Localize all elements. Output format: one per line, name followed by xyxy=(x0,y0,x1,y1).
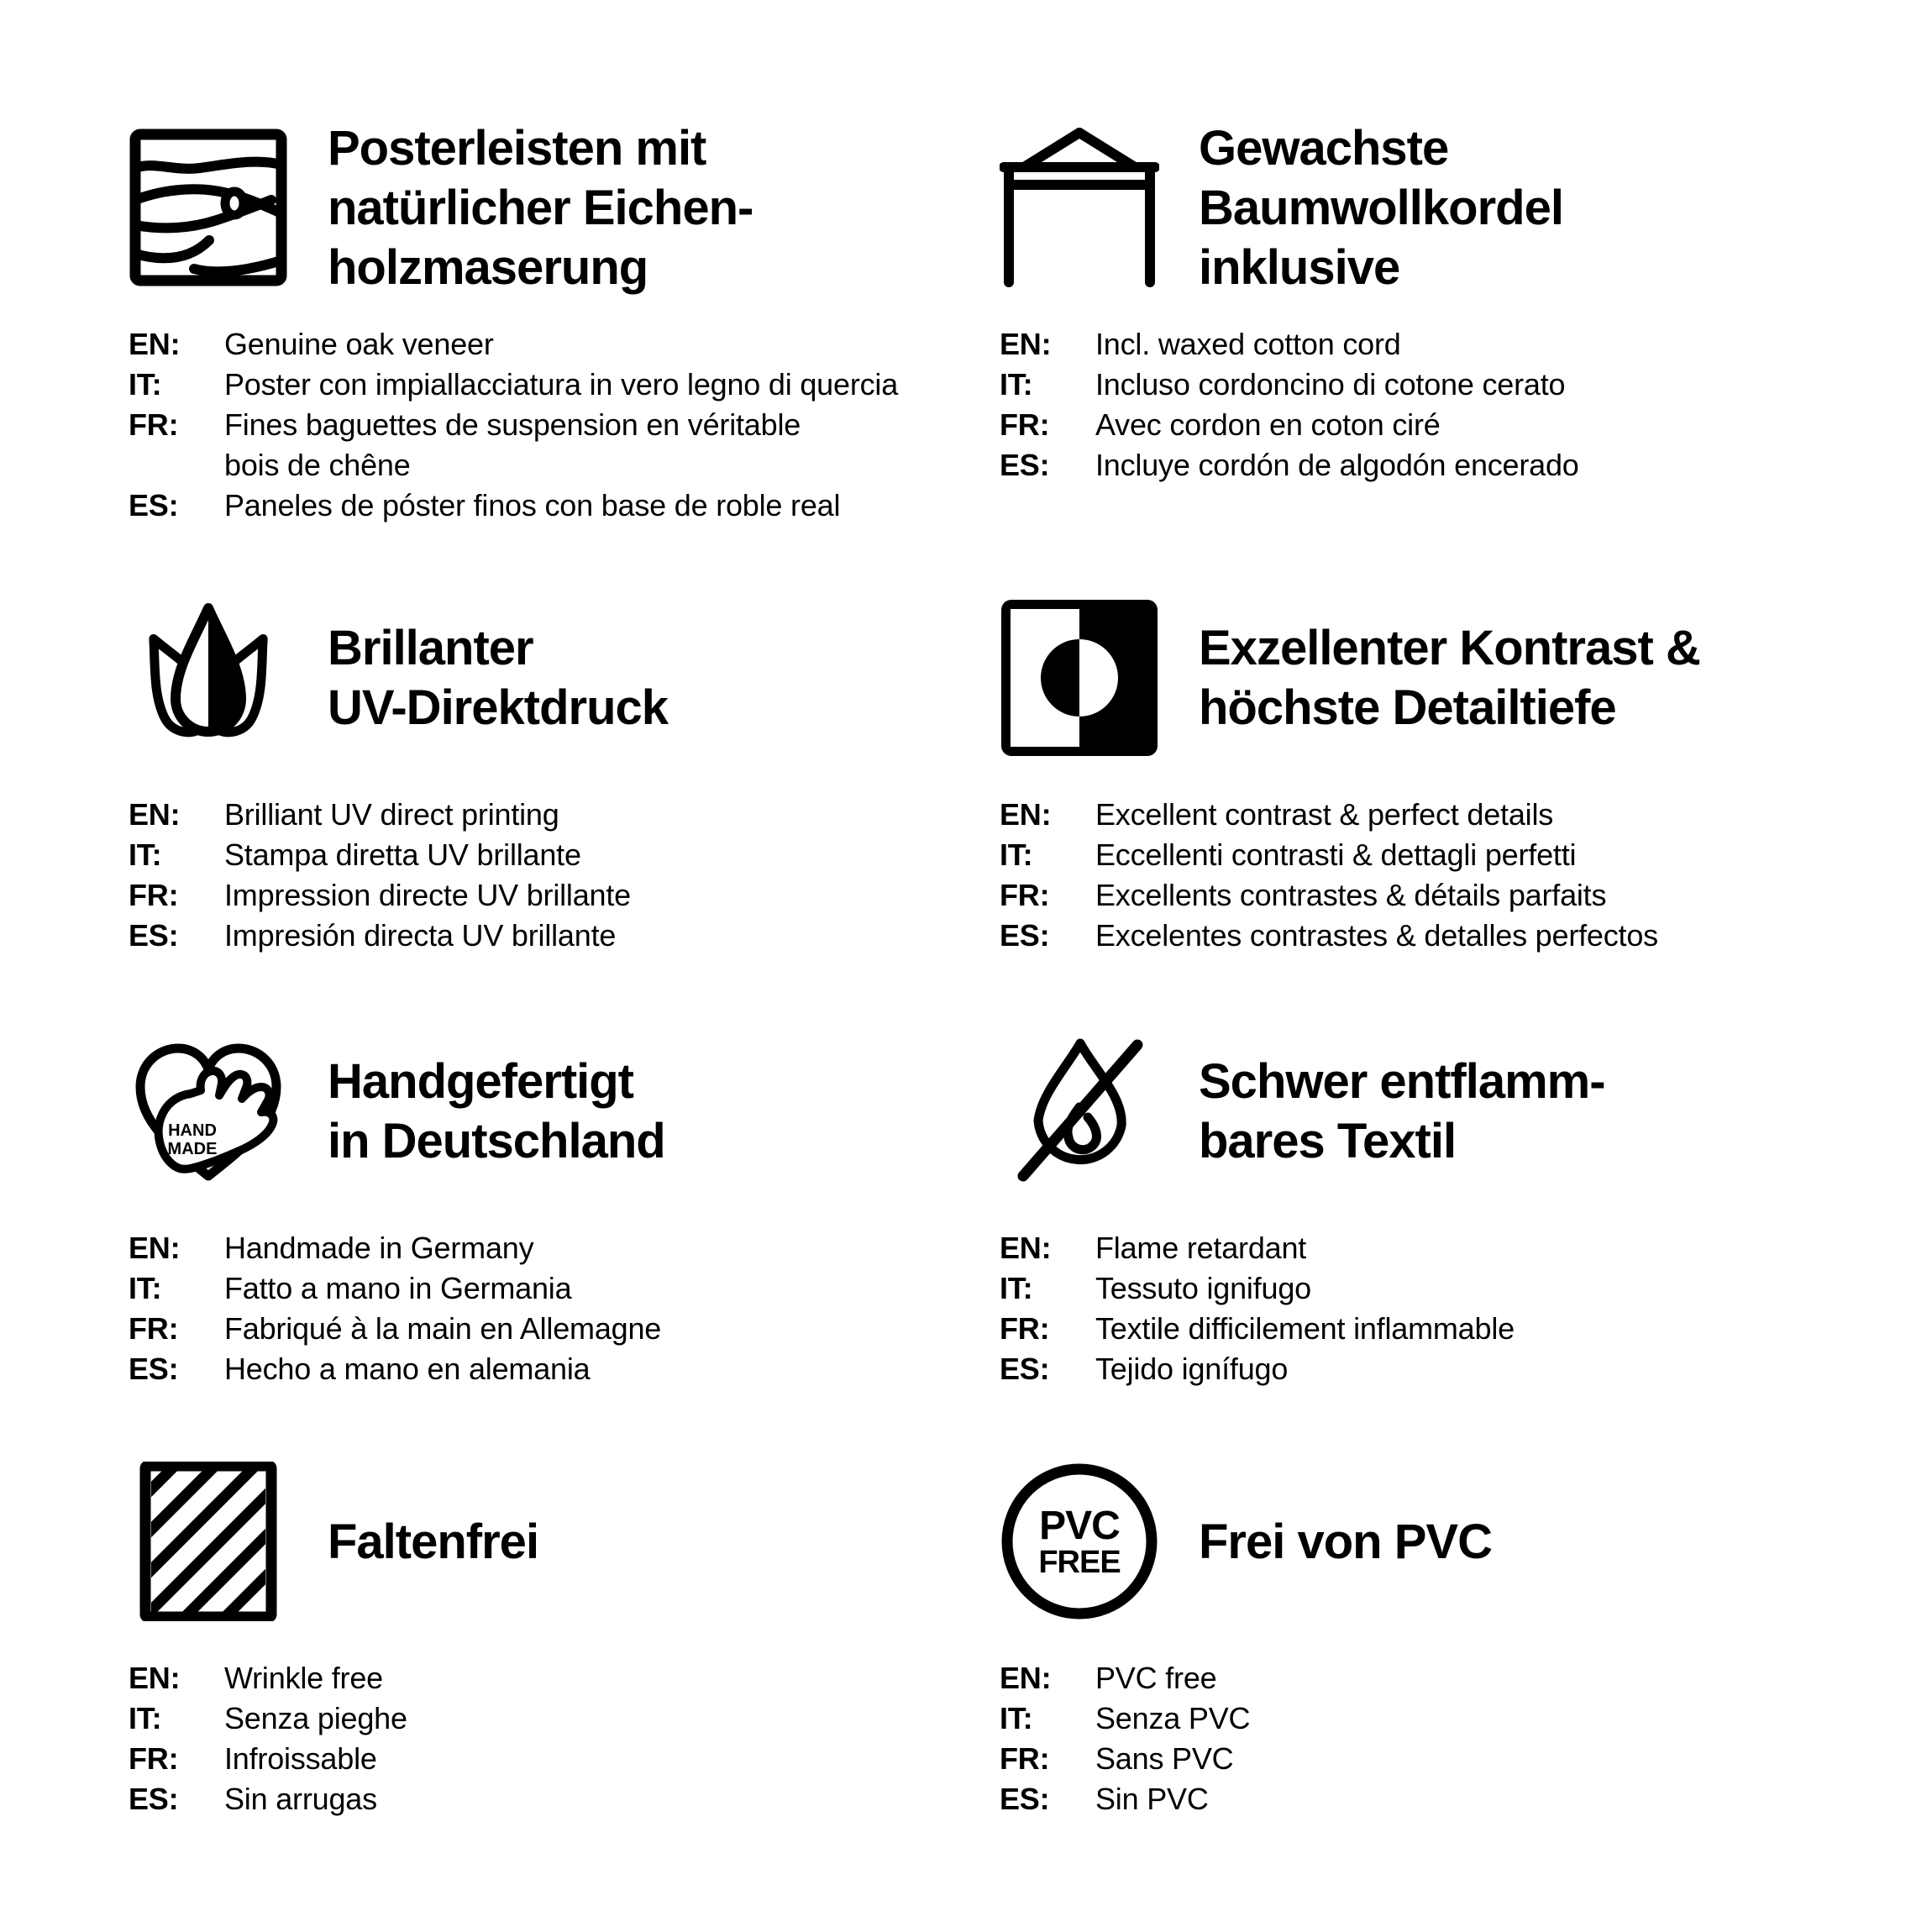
title-line: Faltenfrei xyxy=(328,1514,539,1569)
translation-text: Fatto a mano in Germania xyxy=(224,1271,572,1305)
title-line: UV-Direktdruck xyxy=(328,680,669,735)
feature-flame-retardant xyxy=(1000,1032,1848,1389)
feature-head xyxy=(129,598,977,758)
translation-label: IT: xyxy=(1000,1701,1033,1735)
translation-list xyxy=(129,795,977,956)
translation-label: ES: xyxy=(1000,1782,1050,1816)
feature-title xyxy=(328,118,753,297)
translation-label: FR: xyxy=(1000,1311,1050,1346)
feature-head xyxy=(129,1032,977,1191)
translation-text: Excellent contrast & perfect details xyxy=(1095,797,1554,832)
feature-title xyxy=(1199,1512,1492,1572)
translation-text: Excelentes contrastes & detalles perfectos xyxy=(1095,918,1658,953)
translation-text: Fabriqué à la main en Allemagne xyxy=(224,1311,662,1346)
translation-row xyxy=(129,916,977,956)
feature-uv-printing xyxy=(129,598,977,956)
translation-list xyxy=(1000,795,1848,956)
translation-list xyxy=(129,1658,977,1819)
translation-row xyxy=(129,365,977,405)
feature-head xyxy=(1000,120,1848,295)
title-line: Handgefertigt xyxy=(328,1054,633,1109)
translation-label: IT: xyxy=(1000,1271,1033,1305)
translation-text: Wrinkle free xyxy=(224,1661,383,1695)
translation-text: Stampa diretta UV brillante xyxy=(224,837,581,872)
translation-text: Hecho a mano en alemania xyxy=(224,1352,591,1386)
translation-text: Sin PVC xyxy=(1095,1782,1209,1816)
translation-row xyxy=(1000,445,1848,486)
translation-label: EN: xyxy=(129,797,181,832)
translation-text: Tejido ignífugo xyxy=(1095,1352,1289,1386)
translation-label: ES: xyxy=(1000,918,1050,953)
translation-label: IT: xyxy=(129,367,162,402)
translation-text: Sin arrugas xyxy=(224,1782,377,1816)
translation-list xyxy=(1000,1658,1848,1819)
translation-text: Eccellenti contrasti & dettagli perfetti xyxy=(1095,837,1577,872)
pvc-free-icon xyxy=(1000,1462,1159,1621)
translation-label: EN: xyxy=(1000,797,1052,832)
translation-label: ES: xyxy=(129,1782,179,1816)
translation-label: EN: xyxy=(1000,1231,1052,1265)
translation-row xyxy=(129,1309,977,1349)
translation-row xyxy=(1000,365,1848,405)
poster-hanger-icon xyxy=(1000,128,1159,287)
feature-head xyxy=(1000,1032,1848,1191)
translation-label: EN: xyxy=(1000,327,1052,361)
translation-row xyxy=(1000,875,1848,916)
translation-row xyxy=(1000,1309,1848,1349)
translation-text: Flame retardant xyxy=(1095,1231,1307,1265)
translation-label: IT: xyxy=(129,1271,162,1305)
feature-wrinkle-free xyxy=(129,1462,977,1819)
uv-print-drops-icon xyxy=(129,598,288,758)
translation-text: PVC free xyxy=(1095,1661,1217,1695)
contrast-icon xyxy=(1000,598,1159,758)
translation-row xyxy=(129,1349,977,1389)
title-line: natürlicher Eichen- xyxy=(328,180,753,235)
translation-text: Incl. waxed cotton cord xyxy=(1095,327,1401,361)
feature-oak-veneer xyxy=(129,120,977,526)
pvc-icon-text: FREE xyxy=(1038,1545,1121,1580)
translation-row xyxy=(1000,1658,1848,1698)
title-line: Schwer entflamm- xyxy=(1199,1054,1605,1109)
translation-row xyxy=(129,875,977,916)
translation-label: IT: xyxy=(129,1701,162,1735)
translation-text: Textile difficilement inflammable xyxy=(1095,1311,1515,1346)
title-line: bares Textil xyxy=(1199,1114,1457,1168)
translation-text: Tessuto ignifugo xyxy=(1095,1271,1311,1305)
translation-label: ES: xyxy=(129,918,179,953)
translation-row xyxy=(1000,835,1848,875)
translation-label: FR: xyxy=(129,407,179,442)
feature-title xyxy=(328,1052,665,1171)
wrinkle-free-icon xyxy=(129,1462,288,1621)
feature-title xyxy=(1199,618,1700,738)
translation-label: IT: xyxy=(1000,837,1033,872)
translation-row xyxy=(129,1739,977,1779)
translation-row xyxy=(129,486,977,526)
feature-title xyxy=(328,618,668,738)
flame-retardant-icon xyxy=(1000,1032,1159,1191)
translation-text: Avec cordon en coton ciré xyxy=(1095,407,1441,442)
translation-label: ES: xyxy=(1000,1352,1050,1386)
translation-text: Genuine oak veneer xyxy=(224,327,494,361)
feature-title xyxy=(1199,1052,1605,1171)
translation-row xyxy=(1000,324,1848,365)
translation-text: Infroissable xyxy=(224,1741,377,1776)
translation-row xyxy=(1000,1228,1848,1268)
translation-row xyxy=(1000,1349,1848,1389)
title-line: höchste Detailtiefe xyxy=(1199,680,1616,735)
translation-row xyxy=(129,795,977,835)
translation-label: ES: xyxy=(129,1352,179,1386)
translation-row xyxy=(129,324,977,365)
translation-list xyxy=(129,324,977,526)
feature-head xyxy=(129,120,977,295)
translation-row xyxy=(129,1698,977,1739)
translation-label: ES: xyxy=(1000,448,1050,482)
translation-row xyxy=(129,1228,977,1268)
translation-text: Senza pieghe xyxy=(224,1701,407,1735)
translation-text: Senza PVC xyxy=(1095,1701,1251,1735)
handmade-icon-text: HAND xyxy=(168,1121,217,1140)
handmade-heart-icon xyxy=(129,1032,288,1191)
translation-row xyxy=(1000,1268,1848,1309)
translation-row xyxy=(1000,1698,1848,1739)
translation-row xyxy=(129,835,977,875)
translation-list xyxy=(129,1228,977,1389)
translation-label: IT: xyxy=(129,837,162,872)
feature-cotton-cord xyxy=(1000,120,1848,486)
translation-row xyxy=(129,1658,977,1698)
translation-text: Sans PVC xyxy=(1095,1741,1234,1776)
translation-row xyxy=(1000,1779,1848,1819)
translation-label: FR: xyxy=(1000,407,1050,442)
translation-text: Impresión directa UV brillante xyxy=(224,918,617,953)
translation-label: FR: xyxy=(129,1311,179,1346)
feature-title xyxy=(328,1512,538,1572)
translation-text: Poster con impiallacciatura in vero legno di quercia xyxy=(224,367,899,402)
translation-label: ES: xyxy=(129,488,179,522)
pvc-icon-text: PVC xyxy=(1039,1504,1120,1548)
translation-label: EN: xyxy=(129,327,181,361)
translation-label: EN: xyxy=(1000,1661,1052,1695)
translation-label: FR: xyxy=(1000,1741,1050,1776)
feature-pvc-free xyxy=(1000,1462,1848,1819)
feature-head xyxy=(129,1462,977,1621)
translation-label: EN: xyxy=(129,1661,181,1695)
feature-handmade xyxy=(129,1032,977,1389)
title-line: holzmaserung xyxy=(328,239,648,295)
wood-grain-icon xyxy=(129,128,288,287)
translation-list xyxy=(1000,1228,1848,1389)
translation-text: Handmade in Germany xyxy=(224,1231,534,1265)
translation-text: Excellents contrastes & détails parfaits xyxy=(1095,878,1607,912)
translation-text: Incluye cordón de algodón encerado xyxy=(1095,448,1579,482)
translation-row xyxy=(1000,795,1848,835)
feature-contrast xyxy=(1000,598,1848,956)
translation-row xyxy=(129,1779,977,1819)
translation-row xyxy=(1000,916,1848,956)
handmade-icon-text: MADE xyxy=(167,1140,218,1158)
translation-row xyxy=(1000,1739,1848,1779)
translation-label: EN: xyxy=(129,1231,181,1265)
title-line: inklusive xyxy=(1199,239,1400,295)
translation-text: Fines baguettes de suspension en véritable bois de chêne xyxy=(224,407,801,482)
title-line: Brillanter xyxy=(328,621,533,675)
translation-label: FR: xyxy=(1000,878,1050,912)
translation-row xyxy=(129,1268,977,1309)
translation-row xyxy=(129,405,977,486)
feature-head xyxy=(1000,598,1848,758)
title-line: Frei von PVC xyxy=(1199,1514,1492,1569)
title-line: Baumwollkordel xyxy=(1199,180,1563,235)
translation-label: IT: xyxy=(1000,367,1033,402)
translation-row xyxy=(1000,405,1848,445)
translation-text: Brilliant UV direct printing xyxy=(224,797,559,832)
feature-head xyxy=(1000,1462,1848,1621)
title-line: Exzellenter Kontrast & xyxy=(1199,621,1700,675)
title-line: Gewachste xyxy=(1199,120,1449,176)
translation-label: FR: xyxy=(129,1741,179,1776)
translation-text: Impression directe UV brillante xyxy=(224,878,632,912)
translation-text: Paneles de póster finos con base de roble real xyxy=(224,488,841,522)
translation-list xyxy=(1000,324,1848,486)
translation-label: FR: xyxy=(129,878,179,912)
translation-text: Incluso cordoncino di cotone cerato xyxy=(1095,367,1566,402)
feature-title xyxy=(1199,118,1563,297)
title-line: in Deutschland xyxy=(328,1114,665,1168)
title-line: Posterleisten mit xyxy=(328,120,706,176)
